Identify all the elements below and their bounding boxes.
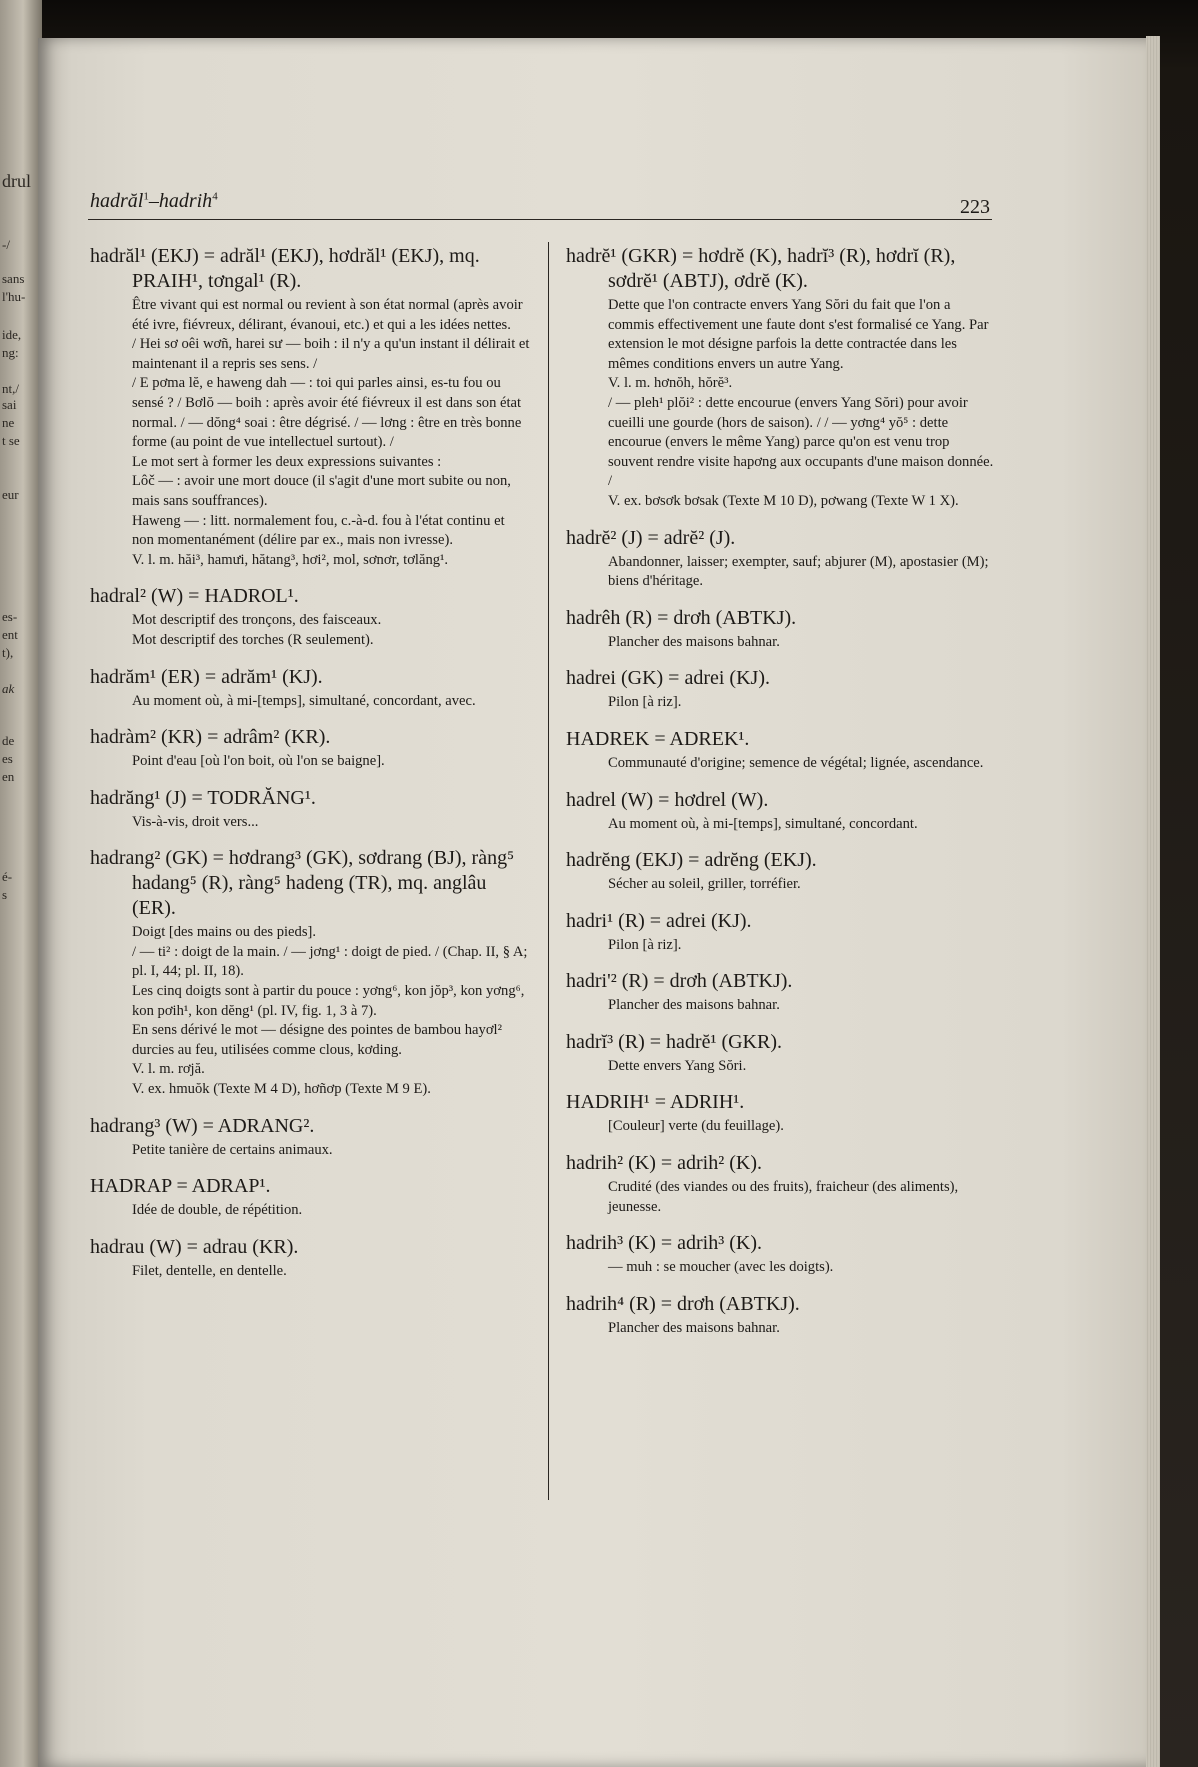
dictionary-entry bbox=[566, 1292, 998, 1339]
entry-headword: hadràm² (KR) = adrâm² (KR). bbox=[90, 726, 331, 749]
entry-headword: hadrau (W) = adrau (KR). bbox=[90, 1235, 299, 1258]
left-page-fragment: es- bbox=[2, 609, 18, 624]
entry-headword: HADREK = ADREK¹. bbox=[566, 727, 750, 750]
definition-line: Vis-à-vis, droit vers... bbox=[132, 813, 259, 830]
definition-line: Communauté d'origine; semence de végétal; lignée, ascendance. bbox=[608, 754, 984, 771]
right-column bbox=[566, 244, 998, 1352]
definition-line: En sens dérivé le mot — désigne des pointes de bambou hayơl² durcies au feu, utilisées comme clous, kơding. bbox=[132, 1022, 502, 1058]
entry-headword: hadrang² (GK) = hơdrang³ (GK), sơdrang (BJ), ràng⁵ hadang⁵ (R), ràng⁵ hadeng (TR), mq. anglâu (ER). bbox=[90, 847, 515, 920]
dictionary-entry bbox=[566, 526, 998, 592]
definition-line: V. l. m. hơnŏh, hŏrĕ³. bbox=[608, 375, 733, 392]
left-page-fragment: t), bbox=[2, 645, 14, 660]
definition-line: V. ex. hmuŏk (Texte M 4 D), hơñơp (Texte M 9 E). bbox=[132, 1081, 431, 1098]
entry-headword: hadrĕng (EKJ) = adrĕng (EKJ). bbox=[566, 849, 817, 872]
left-page-fragment: s bbox=[2, 887, 8, 902]
definition-line: V. ex. bơsơk bơsak (Texte M 10 D), pơwang (Texte W 1 X). bbox=[608, 492, 959, 509]
definition-line: Dette que l'on contracte envers Yang Sŏri du fait que l'on a commis effectivement une faute dont s'est formalisé ce Yang. Par extension le mot désigne parfois la dette contractée dans les mêmes conditions envers un autre Yang. bbox=[608, 297, 989, 372]
entry-definition bbox=[566, 1258, 998, 1278]
dictionary-entry bbox=[566, 1090, 998, 1137]
entry-definition bbox=[90, 923, 530, 1099]
left-page-fragment: ent bbox=[2, 627, 18, 642]
entry-headword: hadral² (W) = HADROL¹. bbox=[90, 585, 299, 608]
definition-line: Être vivant qui est normal ou revient à son état normal (après avoir été ivre, fiévreux, délirant, évanoui, etc.) et qui a les idées nettes. bbox=[132, 297, 523, 333]
left-page-margin bbox=[0, 0, 42, 1767]
entry-headword: hadrei (GK) = adrei (KJ). bbox=[566, 667, 770, 690]
definition-line: Le mot sert à former les deux expressions suivantes : bbox=[132, 453, 442, 470]
dictionary-entry bbox=[566, 969, 998, 1016]
left-page-fragment: de bbox=[2, 733, 15, 748]
dictionary-entry bbox=[566, 606, 998, 653]
definition-line: — muh : se moucher (avec les doigts). bbox=[608, 1259, 834, 1276]
entry-headword: hadri¹ (R) = adrei (KJ). bbox=[566, 909, 752, 932]
definition-line: Au moment où, à mi-[temps], simultané, concordant. bbox=[608, 815, 918, 832]
dictionary-entry bbox=[90, 244, 530, 570]
definition-line: Lôč — : avoir une mort douce (il s'agit d'une mort subite ou non, mais sans souffrances). bbox=[132, 473, 511, 509]
running-head-end: –hadrih bbox=[148, 190, 213, 212]
entry-headword: hadrêh (R) = drơh (ABTKJ). bbox=[566, 606, 797, 629]
dictionary-entry bbox=[566, 1030, 998, 1077]
definition-line: / — pleh¹ plŏi² : dette encourue (envers Yang Sŏri) pour avoir cueilli une gourde (hors de saison). / / — yơng⁴ yŏ⁵ : dette encourue (envers le même Yang) parce qu'on est venu trop souvent rendre visite hapơng aux occupants d'une maison donnée. / bbox=[608, 394, 994, 490]
entry-definition bbox=[90, 296, 530, 570]
definition-line: / E pơma lĕ, e haweng dah — : toi qui parles ainsi, es-tu fou ou sensé ? / Bơlŏ — boih : après avoir été fiévreux il est dans son état normal. / — dŏng⁴ soai : être dégrisé. / — lơng : être en très bonne forme (au point de vue intellectuel surtout). / bbox=[132, 375, 522, 451]
entry-headword: hadrăm¹ (ER) = adrăm¹ (KJ). bbox=[90, 665, 323, 688]
page-number: 223 bbox=[960, 196, 990, 218]
entry-definition bbox=[566, 553, 998, 592]
entry-definition bbox=[90, 752, 530, 772]
entry-definition bbox=[566, 1057, 998, 1077]
definition-line: Point d'eau [où l'on boit, où l'on se baigne]. bbox=[132, 753, 385, 770]
left-page-fragment: sans bbox=[2, 271, 25, 286]
running-head-sup-end: 4 bbox=[212, 190, 218, 203]
dictionary-entry bbox=[566, 909, 998, 956]
dictionary-entry bbox=[90, 846, 530, 1099]
dictionary-entry bbox=[90, 1235, 530, 1282]
left-page-fragment: drul bbox=[2, 171, 31, 191]
left-column bbox=[90, 244, 530, 1295]
page-edge-stack bbox=[1146, 36, 1160, 1767]
entry-headword: hadrih² (K) = adrih² (K). bbox=[566, 1152, 762, 1175]
left-page-fragment: l'hu- bbox=[2, 289, 26, 304]
definition-line: / — ti² : doigt de la main. / — jơng¹ : doigt de pied. / (Chap. II, § A; pl. I, 44; pl. II, 18). bbox=[132, 943, 528, 980]
left-page-fragment: es bbox=[2, 751, 13, 766]
left-page-fragment: -/ bbox=[2, 237, 10, 252]
running-head bbox=[90, 190, 218, 213]
dictionary-entry bbox=[566, 1231, 998, 1278]
entry-definition bbox=[566, 1178, 998, 1217]
entry-headword: hadrang³ (W) = ADRANG². bbox=[90, 1114, 315, 1137]
left-page-fragment: ak bbox=[2, 681, 15, 696]
entry-definition bbox=[90, 692, 530, 712]
dictionary-entry bbox=[90, 1114, 530, 1161]
left-page-fragment: nt,/ bbox=[2, 381, 19, 396]
entry-definition bbox=[566, 1319, 998, 1339]
entry-definition bbox=[566, 693, 998, 713]
left-page-fragment: ne bbox=[2, 415, 15, 430]
entry-headword: hadrih⁴ (R) = drơh (ABTKJ). bbox=[566, 1292, 800, 1315]
entry-definition bbox=[90, 813, 530, 833]
entry-definition bbox=[566, 875, 998, 895]
entry-definition bbox=[566, 936, 998, 956]
definition-line: V. l. m. hăi³, hamưi, hătang³, hơi², mol, sơnơr, tơlăng¹. bbox=[132, 551, 449, 568]
definition-line: [Couleur] verte (du feuillage). bbox=[608, 1118, 784, 1135]
entry-definition bbox=[566, 1117, 998, 1137]
entry-definition bbox=[90, 1141, 530, 1161]
dictionary-entry bbox=[566, 848, 998, 895]
entry-definition bbox=[566, 996, 998, 1016]
entry-definition bbox=[566, 754, 998, 774]
definition-line: V. l. m. rơjă. bbox=[132, 1061, 205, 1078]
entry-definition bbox=[566, 815, 998, 835]
entry-definition bbox=[566, 296, 998, 512]
entry-definition bbox=[566, 633, 998, 653]
left-page-fragment: t se bbox=[2, 433, 20, 448]
left-page-fragment: sai bbox=[2, 397, 17, 412]
dictionary-entry bbox=[566, 666, 998, 713]
dictionary-entry bbox=[566, 244, 998, 512]
definition-line: Doigt [des mains ou des pieds]. bbox=[132, 924, 317, 941]
definition-line: Au moment où, à mi-[temps], simultané, concordant, avec. bbox=[132, 692, 476, 709]
definition-line: Pilon [à riz]. bbox=[608, 936, 682, 953]
entry-headword: hadrih³ (K) = adrih³ (K). bbox=[566, 1232, 762, 1255]
definition-line: Crudité (des viandes ou des fruits), fraicheur (des aliments), jeunesse. bbox=[608, 1179, 959, 1215]
entry-definition bbox=[90, 1201, 530, 1221]
dictionary-entry bbox=[90, 1174, 530, 1221]
definition-line: Pilon [à riz]. bbox=[608, 694, 682, 711]
entry-headword: hadrăl¹ (EKJ) = adrăl¹ (EKJ), hơdrăl¹ (EKJ), mq. PRAIH¹, tơngal¹ (R). bbox=[90, 245, 480, 292]
entry-headword: hadrel (W) = hơdrel (W). bbox=[566, 788, 769, 811]
entry-headword: HADRAP = ADRAP¹. bbox=[90, 1175, 271, 1198]
definition-line: Abandonner, laisser; exempter, sauf; abjurer (M), apostasier (M); biens d'héritage. bbox=[608, 553, 989, 590]
definition-line: Dette envers Yang Sŏri. bbox=[608, 1057, 747, 1074]
running-head-start: hadrăl bbox=[90, 190, 144, 212]
definition-line: Mot descriptif des torches (R seulement). bbox=[132, 631, 374, 648]
definition-line: Petite tanière de certains animaux. bbox=[132, 1141, 333, 1158]
column-divider bbox=[548, 242, 549, 1500]
entry-headword: HADRIH¹ = ADRIH¹. bbox=[566, 1091, 745, 1114]
entry-definition bbox=[90, 1262, 530, 1282]
dictionary-entry bbox=[90, 665, 530, 712]
dictionary-entry bbox=[90, 725, 530, 772]
entry-headword: hadrĭ³ (R) = hadrĕ¹ (GKR). bbox=[566, 1030, 782, 1053]
definition-line: Plancher des maisons bahnar. bbox=[608, 997, 780, 1014]
definition-line: Mot descriptif des tronçons, des faisceaux. bbox=[132, 612, 382, 629]
left-page-fragment: eur bbox=[2, 487, 19, 502]
entry-headword: hadrăng¹ (J) = TODRĂNG¹. bbox=[90, 786, 316, 809]
dictionary-entry bbox=[90, 584, 530, 650]
entry-headword: hadrĕ¹ (GKR) = hơdrĕ (K), hadrĭ³ (R), hơdrĭ (R), sơdrĕ¹ (ABTJ), ơdrĕ (K). bbox=[566, 245, 956, 292]
definition-line: Sécher au soleil, griller, torréfier. bbox=[608, 876, 801, 893]
definition-line: Idée de double, de répétition. bbox=[132, 1202, 303, 1219]
definition-line: Plancher des maisons bahnar. bbox=[608, 633, 780, 650]
dictionary-entry bbox=[90, 786, 530, 833]
dictionary-entry bbox=[566, 1151, 998, 1217]
dictionary-entry bbox=[566, 727, 998, 774]
entry-definition bbox=[90, 611, 530, 650]
definition-line: Filet, dentelle, en dentelle. bbox=[132, 1262, 287, 1279]
definition-line: Haweng — : litt. normalement fou, c.-à-d. fou à l'état continu et non momentanément (délire par ex., mais non ivresse). bbox=[132, 512, 505, 549]
left-page-fragment: ng: bbox=[2, 345, 19, 360]
definition-line: / Hei sơ oêi wơñ, harei sư — boih : il n'y a qu'un instant il délirait et maintenant il a repris ses sens. / bbox=[132, 336, 530, 372]
definition-line: Plancher des maisons bahnar. bbox=[608, 1319, 780, 1336]
running-head-sup: 1 bbox=[143, 190, 149, 203]
dictionary-entry bbox=[566, 788, 998, 835]
left-page-fragment: en bbox=[2, 769, 15, 784]
entry-headword: hadri'² (R) = drơh (ABTKJ). bbox=[566, 970, 793, 993]
left-page-fragment: ide, bbox=[2, 327, 22, 342]
definition-line: Les cinq doigts sont à partir du pouce : yơng⁶, kon jŏp³, kon yơng⁶, kon pơih¹, kon dĕng¹ (pl. IV, fig. 1, 3 à 7). bbox=[132, 983, 525, 1019]
left-page-fragment: é- bbox=[2, 869, 13, 884]
header-rule bbox=[88, 219, 992, 220]
entry-headword: hadrĕ² (J) = adrĕ² (J). bbox=[566, 526, 736, 549]
